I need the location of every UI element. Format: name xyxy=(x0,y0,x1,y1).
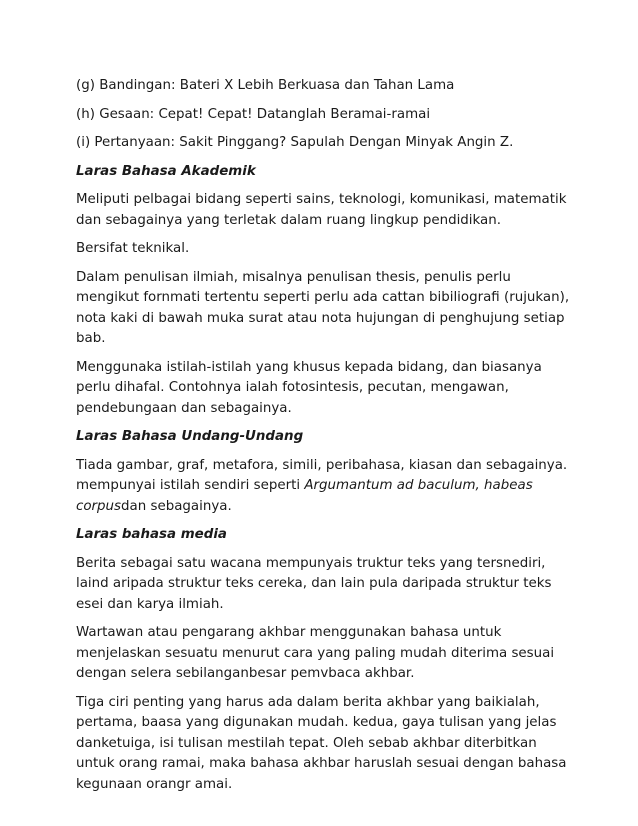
document-page xyxy=(76,76,576,803)
undang-line-2-prefix: mempunyai istilah sendiri seperti xyxy=(76,478,305,493)
undang-latin-term-b: corpus xyxy=(76,498,122,514)
undang-line-1: Tiada gambar, graf, metafora, simili, peribahasa, kiasan dan sebagainya. xyxy=(76,457,568,473)
heading-akademik: Laras Bahasa Akademik xyxy=(76,163,256,179)
heading-media: Laras bahasa media xyxy=(76,527,227,542)
akademik-paragraph-1: Meliputi pelbagai bidang seperti sains, teknologi, komunikasi, matematik dan sebagainya yang terletak dalam ruang lingkup pendidikan. xyxy=(76,192,567,228)
example-line-h: (h) Gesaan: Cepat! Cepat! Datanglah Beramai-ramai xyxy=(76,106,431,122)
undang-paragraph-1 xyxy=(76,456,576,518)
heading-undang-undang: Laras Bahasa Undang-Undang xyxy=(76,429,304,444)
akademik-paragraph-2: Bersifat teknikal. xyxy=(76,241,190,256)
media-paragraph-1: Berita sebagai satu wacana mempunyais truktur teks yang tersnediri, laind aripada struktur teks cereka, dan lain pula daripada struktur teks esei dan karya ilmiah. xyxy=(76,555,552,612)
media-paragraph-3: Tiga ciri penting yang harus ada dalam berita akhbar yang baikialah, pertama, baasa yang digunakan mudah. kedua, gaya tulisan yang jelas danketuiga, isi tulisan mestilah tepat. Oleh sebab akhbar diterbitkan untuk orang ramai, maka bahasa akhbar haruslah sesuai dengan bahasa kegunaan orangr amai. xyxy=(76,694,567,792)
example-line-i: (i) Pertanyaan: Sakit Pinggang? Sapulah Dengan Minyak Angin Z. xyxy=(76,135,514,150)
undang-latin-term-a: Argumantum ad baculum, habeas xyxy=(304,478,533,493)
undang-suffix: dan sebagainya. xyxy=(121,498,232,514)
akademik-paragraph-3: Dalam penulisan ilmiah, misalnya penulisan thesis, penulis perlu mengikut fornmati tertentu seperti perlu ada cattan bibiliografi (rujukan), nota kaki di bawah muka surat atau nota hujungan di penghujung setiap bab. xyxy=(76,269,570,346)
example-line-g: (g) Bandingan: Bateri X Lebih Berkuasa dan Tahan Lama xyxy=(76,78,455,93)
akademik-paragraph-4: Menggunaka istilah-istilah yang khusus kepada bidang, dan biasanya perlu dihafal. Contohnya ialah fotosintesis, pecutan, mengawan, pendebungaan dan sebagainya. xyxy=(76,359,542,416)
media-paragraph-2: Wartawan atau pengarang akhbar menggunakan bahasa untuk menjelaskan sesuatu menurut cara yang paling mudah diterima sesuai dengan selera sebilanganbesar pemvbaca akhbar. xyxy=(76,625,555,681)
